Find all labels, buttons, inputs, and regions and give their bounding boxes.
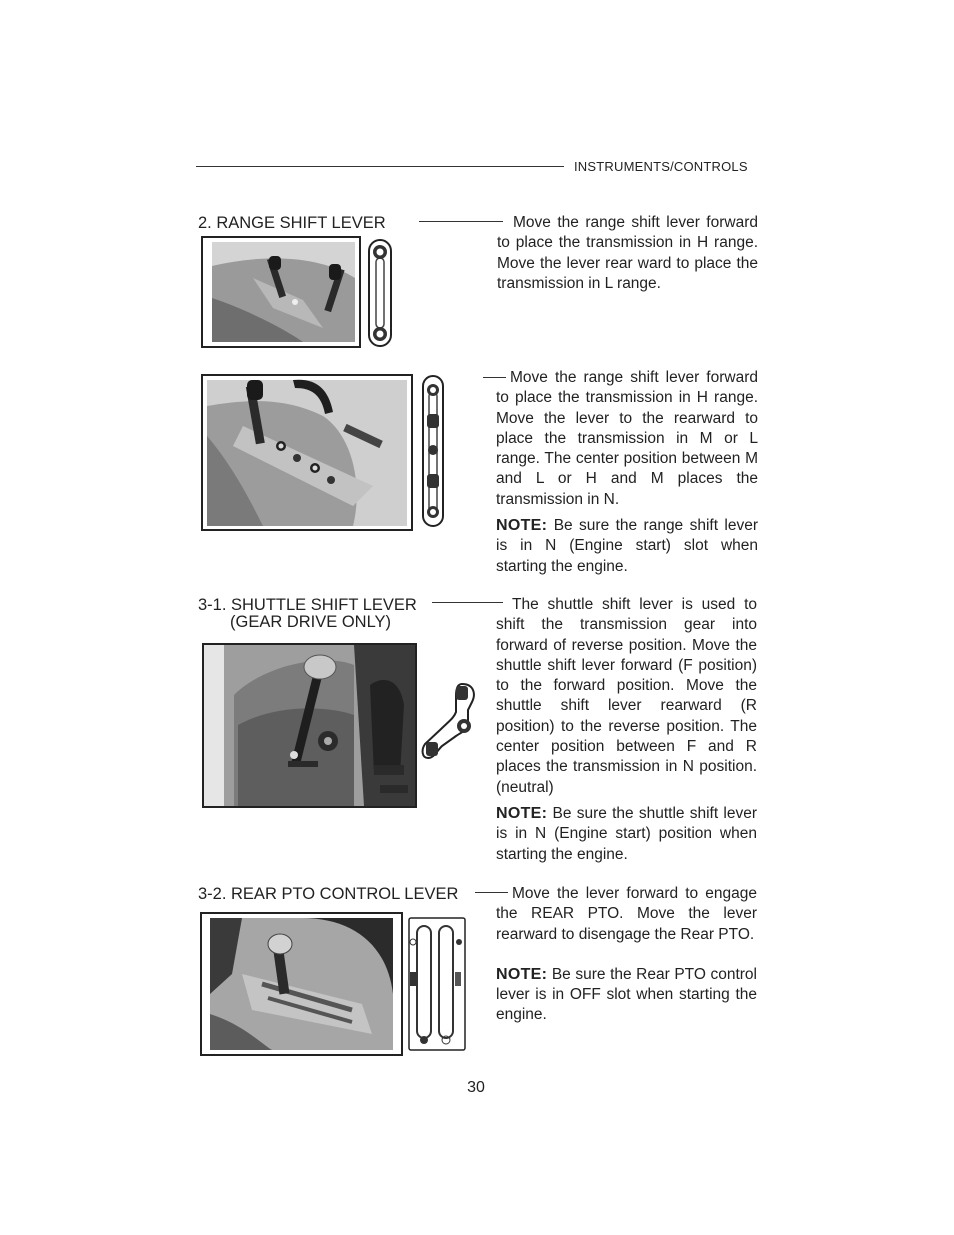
leader-line — [432, 602, 503, 603]
note-text: Be sure the shuttle shift lever is in N (Engine start) position when starting the engine. — [496, 804, 757, 863]
note — [496, 516, 758, 577]
rear-pto-gate-diagram — [407, 916, 467, 1052]
shuttle-gate-diagram-fnr — [420, 680, 476, 762]
range-shift-description — [497, 213, 758, 294]
rear-pto-lever-illustration — [202, 914, 401, 1054]
section-title-rear-pto-control-lever: 3-2. REAR PTO CONTROL LEVER — [198, 885, 459, 903]
range-lever-photo — [201, 236, 361, 348]
paragraph: Move the lever forward to engage the REAR PTO. Move the lever rearward to disengage the Rear PTO. — [496, 885, 757, 943]
note-label: NOTE: — [496, 965, 548, 983]
range-lever-illustration — [203, 238, 359, 346]
shuttle-lever-illustration — [204, 645, 415, 806]
rear-pto-lever-photo — [200, 912, 403, 1056]
range-lever-3-illustration — [203, 376, 411, 529]
note-label: NOTE: — [496, 804, 548, 822]
note — [496, 804, 757, 865]
section-subtitle-gear-drive-only: (GEAR DRIVE ONLY) — [230, 613, 392, 631]
shuttle-shift-description — [496, 595, 757, 865]
range-gate-diagram-hml — [420, 374, 446, 530]
header-section-label: INSTRUMENTS/CONTROLS — [574, 159, 748, 174]
paragraph: The shuttle shift lever is used to shift the transmission gear into forward of reverse position. Move the shuttle shift lever forward (F position) to the forward position. Move the shuttle shift lever rearward (R position) to the reverse position. The center position between F and R places the transmission in N position. (neutral) — [496, 596, 757, 796]
range-lever-3-photo — [201, 374, 413, 531]
rear-pto-description — [496, 884, 757, 1026]
note — [496, 965, 757, 1026]
section-title-shuttle-shift-lever: 3-1. SHUTTLE SHIFT LEVER — [198, 596, 417, 614]
range-shift-3-description — [496, 368, 758, 577]
note-text: Be sure the Rear PTO control lever is in OFF slot when starting the engine. — [496, 965, 757, 1024]
note-label: NOTE: — [496, 517, 548, 535]
shuttle-lever-photo — [202, 643, 417, 808]
page-number: 30 — [467, 1079, 485, 1096]
paragraph: Move the range shift lever forward to place the transmission in H range. Move the lever rear ward to place the transmission in L range. — [497, 214, 758, 292]
paragraph: Move the range shift lever forward to place the transmission in H range. Move the lever to the rearward to place the transmission in M or L range. The center position between M and L or H and M places the transmission in N. — [496, 369, 758, 508]
section-title-range-shift-lever: 2. RANGE SHIFT LEVER — [198, 214, 386, 232]
leader-line — [419, 221, 503, 222]
note-text: Be sure the range shift lever is in N (Engine start) slot when starting the engine. — [496, 517, 758, 575]
header-rule — [196, 166, 564, 167]
range-gate-diagram-hl — [365, 238, 395, 350]
